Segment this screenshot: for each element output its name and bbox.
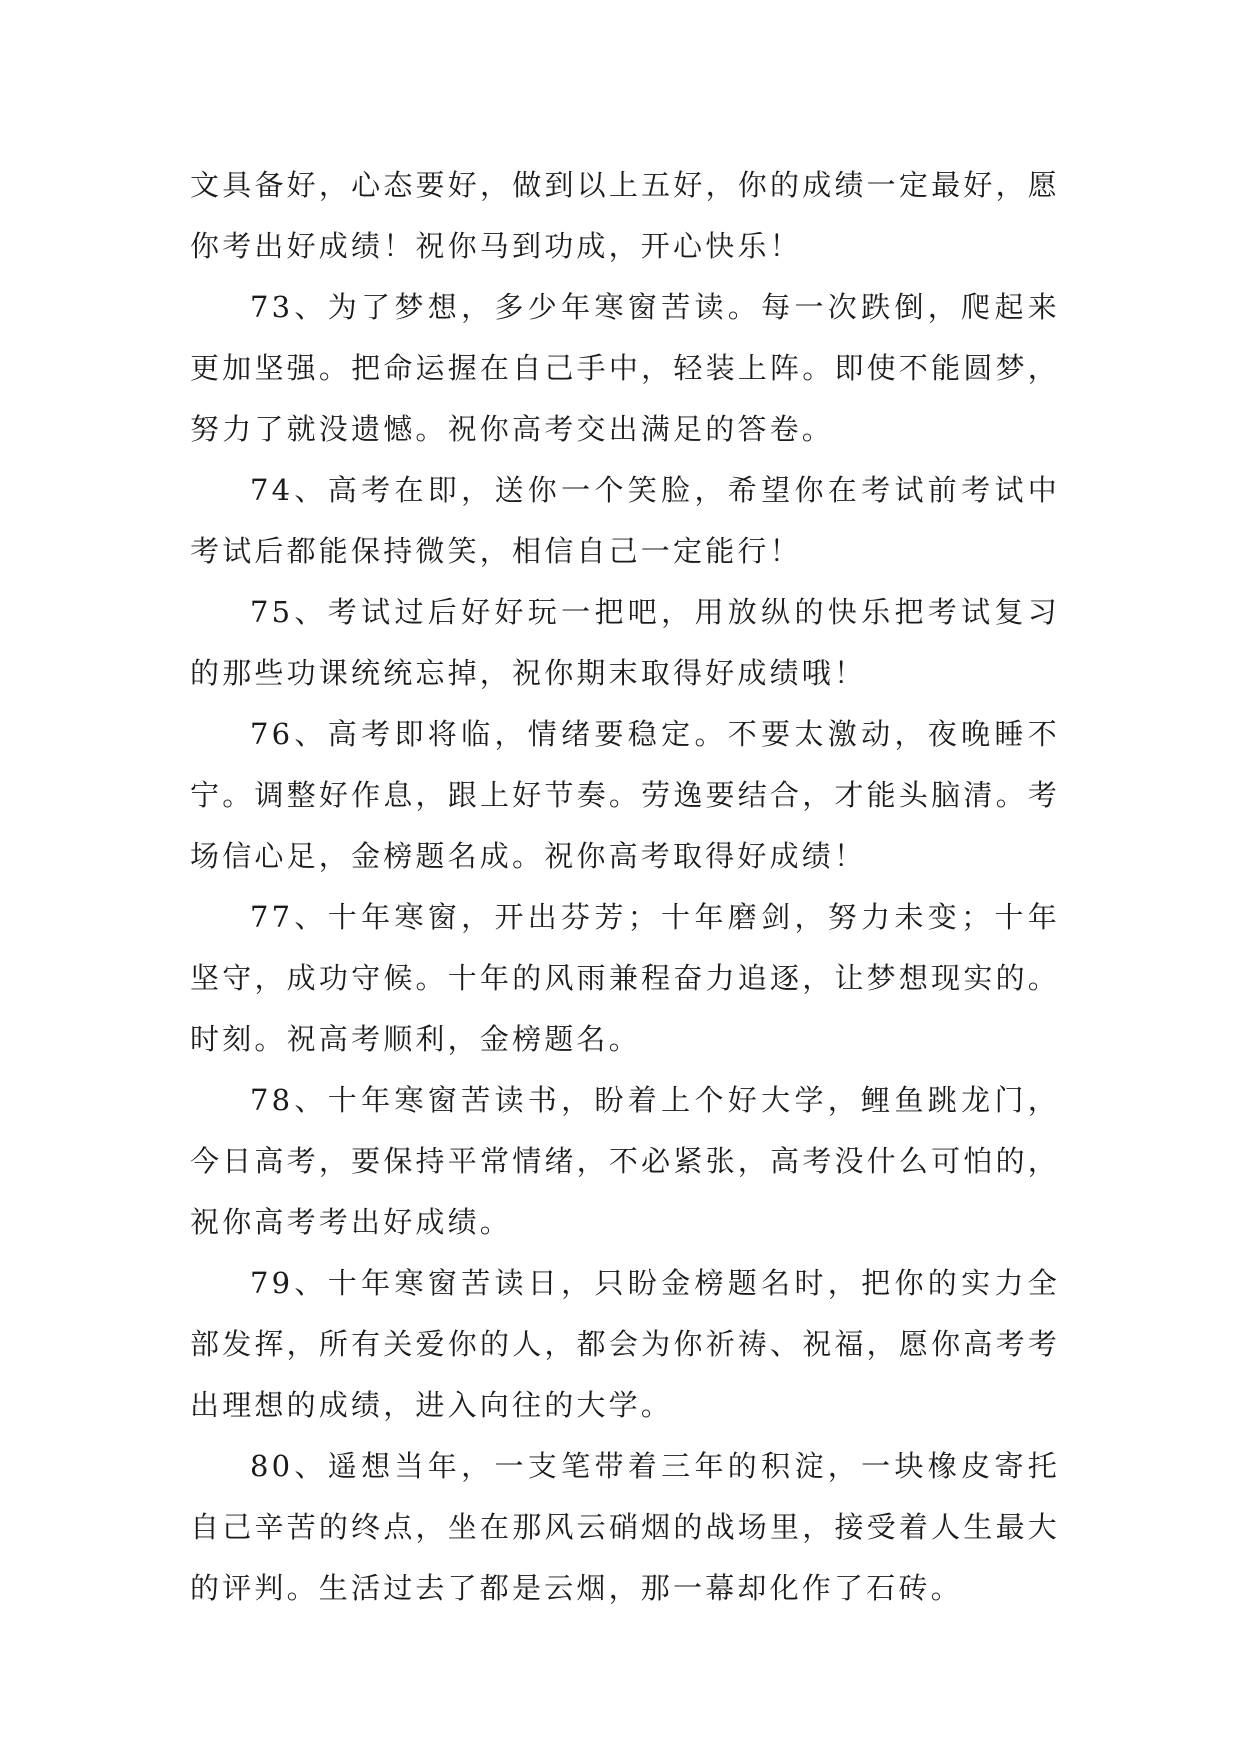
paragraph: 77、十年寒窗，开出芬芳；十年磨剑，努力未变；十年坚守，成功守候。十年的风雨兼程奋力追逐，让梦想现实的。时刻。祝高考顺利，金榜题名。	[190, 900, 1060, 1056]
paragraph: 80、遥想当年，一支笔带着三年的积淀，一块橡皮寄托自己辛苦的终点，坐在那风云硝烟的战场里，接受着人生最大的评判。生活过去了都是云烟，那一幕却化作了石砖。	[190, 1449, 1060, 1605]
paragraph: 78、十年寒窗苦读书，盼着上个好大学，鲤鱼跳龙门，今日高考，要保持平常情绪，不必紧张，高考没什么可怕的，祝你高考考出好成绩。	[190, 1083, 1060, 1239]
paragraph: 73、为了梦想，多少年寒窗苦读。每一次跌倒，爬起来更加坚强。把命运握在自己手中，轻装上阵。即使不能圆梦，努力了就没遗憾。祝你高考交出满足的答卷。	[190, 290, 1060, 446]
paragraph: 76、高考即将临，情绪要稳定。不要太激动，夜晚睡不宁。调整好作息，跟上好节奏。劳逸要结合，才能头脑清。考场信心足，金榜题名成。祝你高考取得好成绩！	[190, 717, 1060, 873]
paragraph: 79、十年寒窗苦读日，只盼金榜题名时，把你的实力全部发挥，所有关爱你的人，都会为你祈祷、祝福，愿你高考考出理想的成绩，进入向往的大学。	[190, 1266, 1060, 1422]
document-body	[190, 155, 1060, 1619]
paragraph: 文具备好，心态要好，做到以上五好，你的成绩一定最好，愿你考出好成绩！祝你马到功成，开心快乐！	[190, 168, 1060, 263]
paragraph: 74、高考在即，送你一个笑脸，希望你在考试前考试中考试后都能保持微笑，相信自己一定能行！	[190, 473, 1060, 568]
paragraph: 75、考试过后好好玩一把吧，用放纵的快乐把考试复习的那些功课统统忘掉，祝你期末取得好成绩哦！	[190, 595, 1060, 690]
